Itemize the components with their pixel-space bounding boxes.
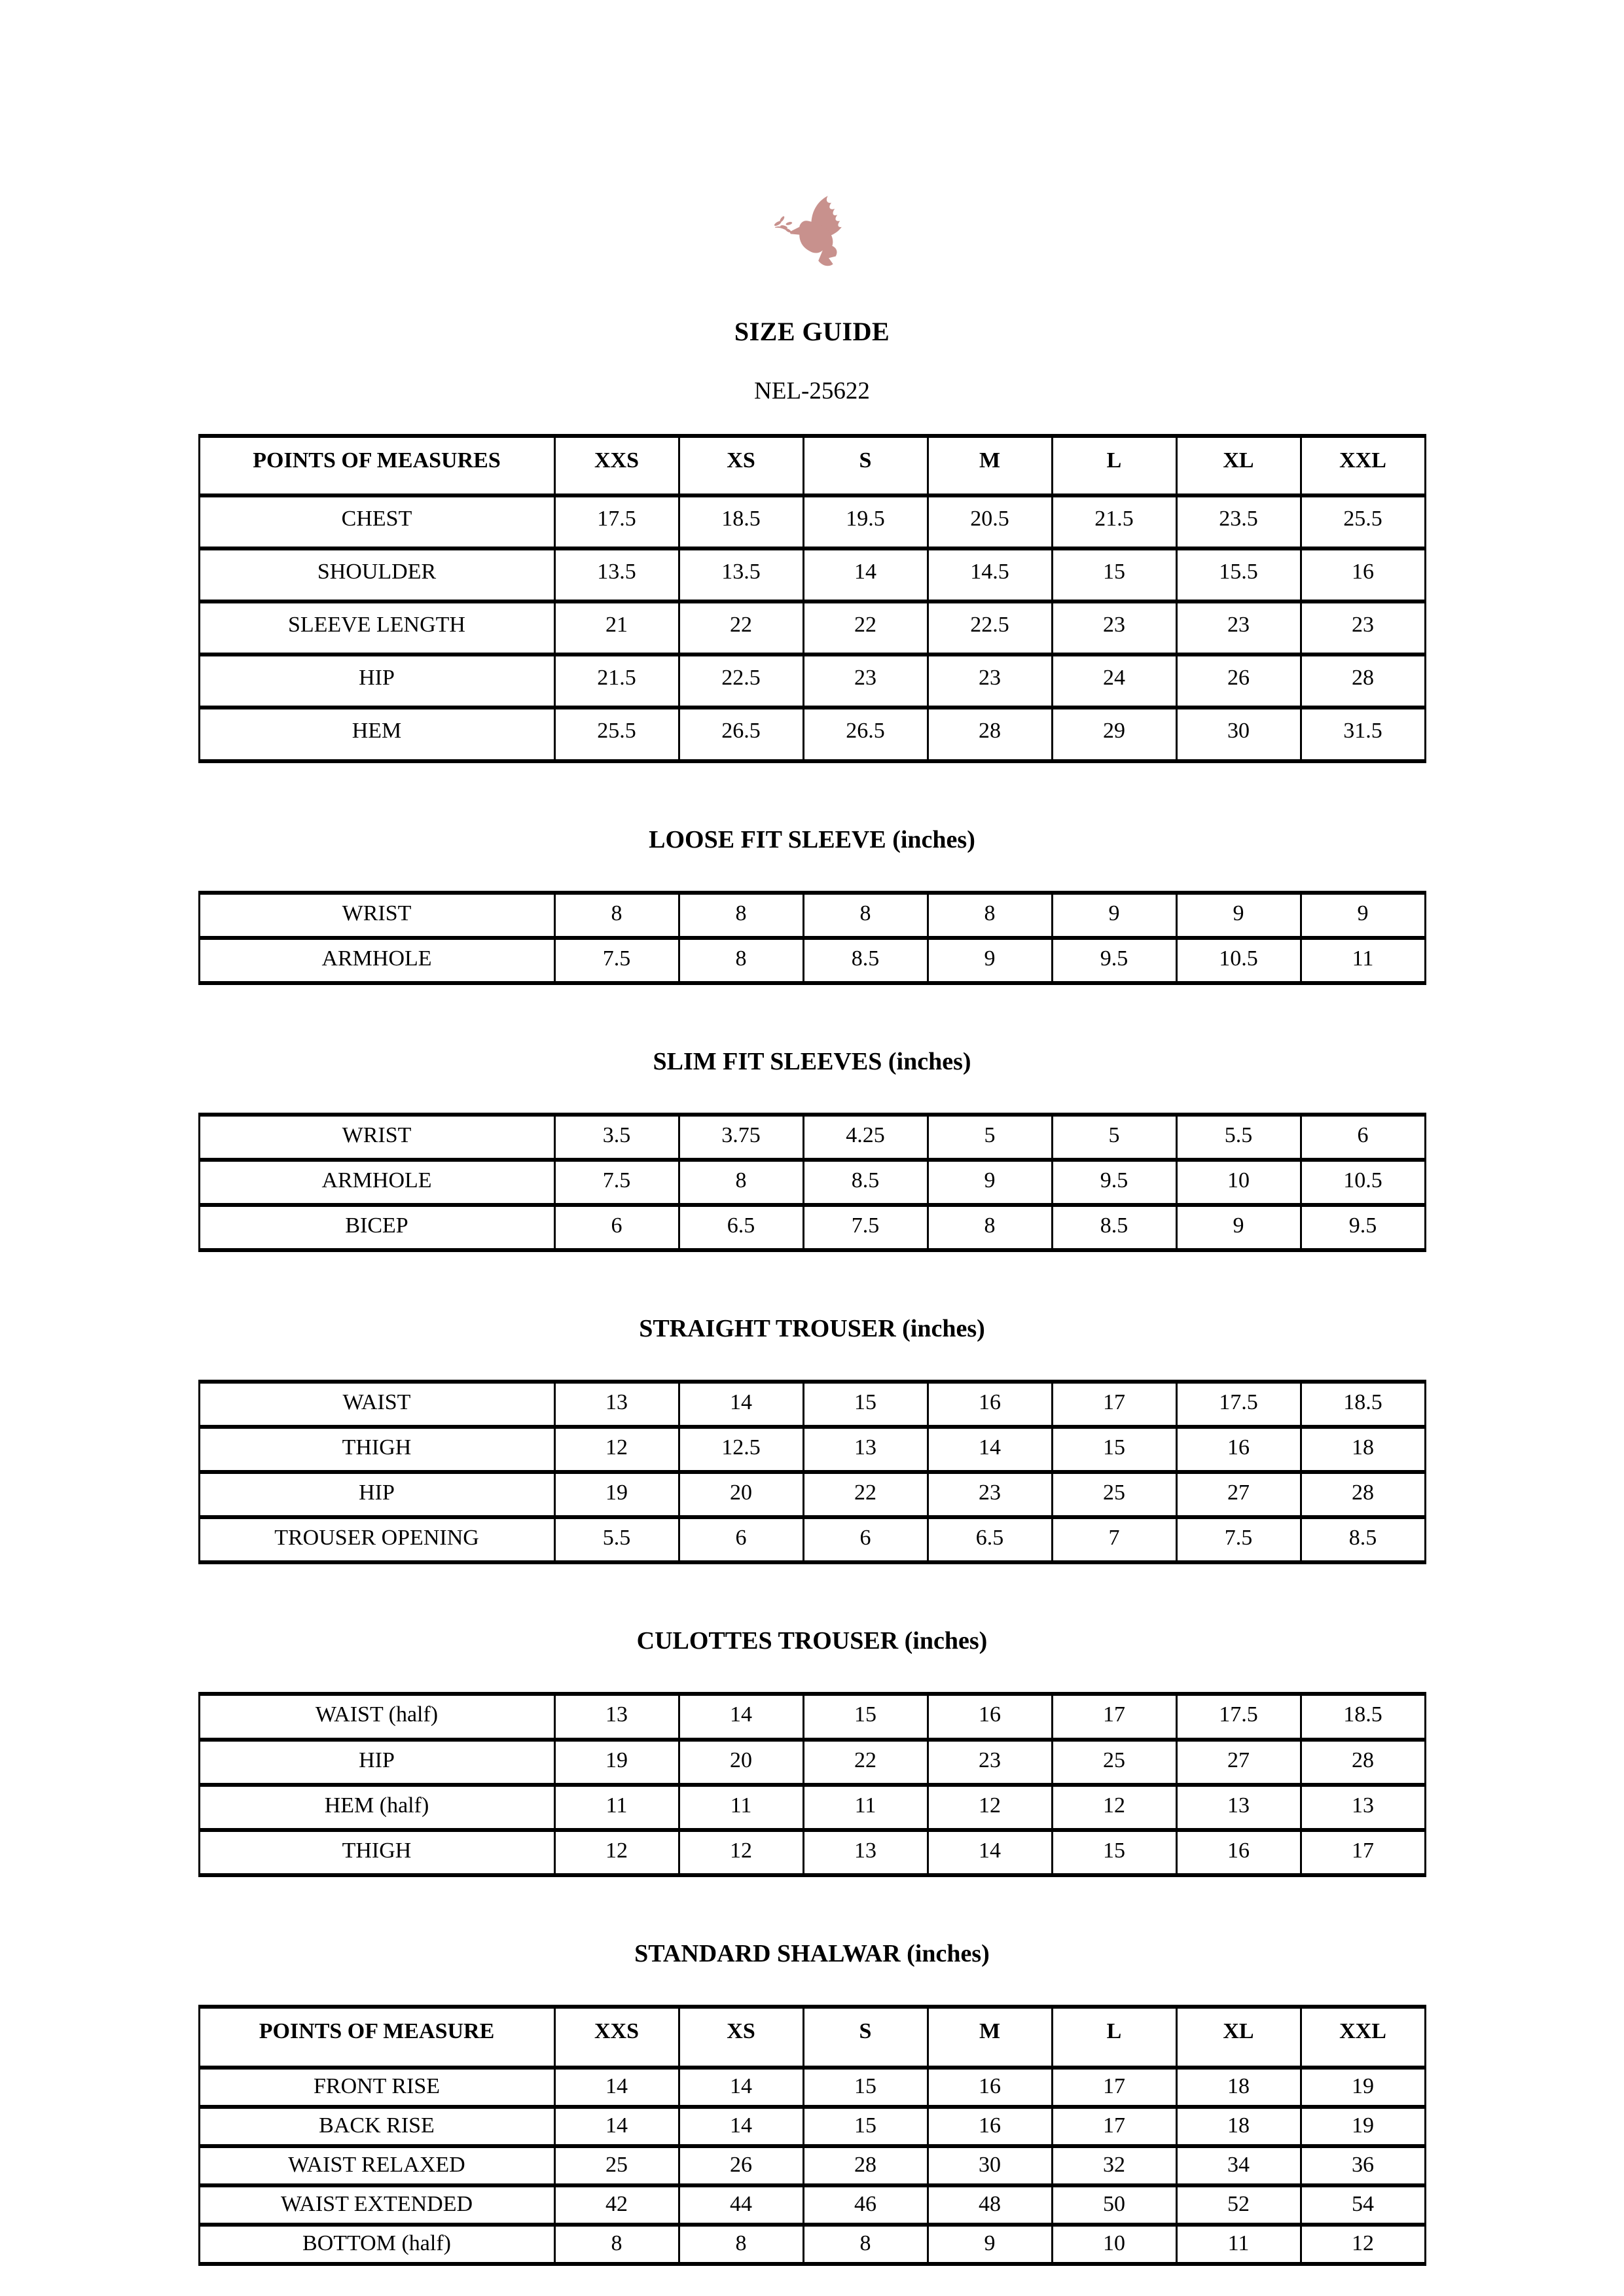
- measure-value: 18.5: [679, 495, 803, 548]
- straight-trouser-table: [198, 1380, 1426, 1564]
- table-row: [199, 601, 1425, 655]
- measure-value: 12: [679, 1830, 803, 1875]
- size-column-header-s: S: [803, 436, 928, 495]
- measure-value: 14: [679, 2107, 803, 2146]
- size-column-header-l: L: [1052, 436, 1176, 495]
- measure-value: 14: [803, 548, 928, 601]
- row-label: BICEP: [199, 1205, 554, 1250]
- measure-value: 16: [1176, 1427, 1301, 1472]
- measure-value: 19: [1301, 2107, 1425, 2146]
- measure-value: 6: [679, 1517, 803, 1562]
- measure-value: 14: [928, 1830, 1052, 1875]
- style-code: NEL-25622: [754, 378, 870, 404]
- measure-value: 28: [1301, 1740, 1425, 1785]
- measure-value: 36: [1301, 2146, 1425, 2185]
- row-label: WRIST: [199, 893, 554, 938]
- measure-value: 28: [928, 708, 1052, 761]
- points-of-measures-header-row: [199, 436, 1425, 495]
- measure-value: 5.5: [1176, 1115, 1301, 1160]
- row-label: THIGH: [199, 1830, 554, 1875]
- table-row: [199, 1115, 1425, 1160]
- measure-value: 13: [803, 1830, 928, 1875]
- measure-value: 17: [1301, 1830, 1425, 1875]
- measure-value: 3.5: [554, 1115, 679, 1160]
- measure-value: 8: [679, 1160, 803, 1205]
- measure-value: 29: [1052, 708, 1176, 761]
- measure-value: 44: [679, 2185, 803, 2225]
- measure-value: 25: [1052, 1740, 1176, 1785]
- measure-value: 9: [928, 2225, 1052, 2264]
- measure-value: 11: [803, 1785, 928, 1830]
- measure-value: 4.25: [803, 1115, 928, 1160]
- table-row: [199, 893, 1425, 938]
- measure-value: 8: [679, 938, 803, 983]
- measure-value: 17: [1052, 1382, 1176, 1427]
- measure-value: 15: [803, 2068, 928, 2107]
- measure-value: 25.5: [1301, 495, 1425, 548]
- measure-value: 18: [1176, 2068, 1301, 2107]
- measure-value: 7: [1052, 1517, 1176, 1562]
- table-row: [199, 1160, 1425, 1205]
- table-row: [199, 548, 1425, 601]
- section-title-standard-shalwar: STANDARD SHALWAR (inches): [634, 1939, 990, 1967]
- row-label: WAIST (half): [199, 1694, 554, 1739]
- size-column-header-m: M: [928, 2007, 1052, 2068]
- measure-value: 10.5: [1176, 938, 1301, 983]
- size-column-header-xs: XS: [679, 2007, 803, 2068]
- measure-value: 30: [928, 2146, 1052, 2185]
- size-column-header-xl: XL: [1176, 2007, 1301, 2068]
- measure-value: 9.5: [1301, 1205, 1425, 1250]
- measure-value: 11: [1301, 938, 1425, 983]
- page-title: SIZE GUIDE: [734, 317, 890, 346]
- measure-value: 23: [1301, 601, 1425, 655]
- size-column-header-s: S: [803, 2007, 928, 2068]
- measure-value: 9: [1052, 893, 1176, 938]
- measure-value: 13.5: [554, 548, 679, 601]
- measure-value: 52: [1176, 2185, 1301, 2225]
- row-label: WAIST RELAXED: [199, 2146, 554, 2185]
- measure-value: 20: [679, 1472, 803, 1517]
- measure-value: 8: [554, 893, 679, 938]
- measure-value: 15: [803, 2107, 928, 2146]
- row-label: WAIST EXTENDED: [199, 2185, 554, 2225]
- measure-value: 25: [1052, 1472, 1176, 1517]
- table-row: [199, 1694, 1425, 1739]
- measure-value: 32: [1052, 2146, 1176, 2185]
- table-row: [199, 2146, 1425, 2185]
- measure-value: 28: [1301, 1472, 1425, 1517]
- measure-value: 12: [928, 1785, 1052, 1830]
- measure-value: 22.5: [679, 655, 803, 708]
- table-row: [199, 655, 1425, 708]
- table-row: [199, 1382, 1425, 1427]
- table-row: [199, 1517, 1425, 1562]
- table-row: [199, 1785, 1425, 1830]
- measure-value: 13: [554, 1694, 679, 1739]
- row-label: HEM: [199, 708, 554, 761]
- measure-value: 15.5: [1176, 548, 1301, 601]
- measure-value: 15: [1052, 1830, 1176, 1875]
- row-label: HEM (half): [199, 1785, 554, 1830]
- measure-value: 17.5: [1176, 1694, 1301, 1739]
- size-column-header-xxs: XXS: [554, 2007, 679, 2068]
- measure-value: 12.5: [679, 1427, 803, 1472]
- measure-value: 28: [803, 2146, 928, 2185]
- measure-value: 5: [1052, 1115, 1176, 1160]
- table-row: [199, 2068, 1425, 2107]
- measure-value: 8: [928, 1205, 1052, 1250]
- measure-value: 8.5: [803, 938, 928, 983]
- measure-value: 7.5: [554, 1160, 679, 1205]
- measure-value: 10: [1052, 2225, 1176, 2264]
- measure-value: 16: [928, 1694, 1052, 1739]
- tables-container: [0, 434, 1624, 2266]
- measure-value: 3.75: [679, 1115, 803, 1160]
- row-label: BOTTOM (half): [199, 2225, 554, 2264]
- row-label: CHEST: [199, 495, 554, 548]
- measure-value: 27: [1176, 1472, 1301, 1517]
- measure-value: 25: [554, 2146, 679, 2185]
- measure-value: 22: [803, 1740, 928, 1785]
- row-label: SHOULDER: [199, 548, 554, 601]
- logo-container: [0, 0, 1624, 279]
- measure-value: 7.5: [554, 938, 679, 983]
- measure-value: 9: [1176, 1205, 1301, 1250]
- measure-value: 18: [1301, 1427, 1425, 1472]
- section-title-slim-fit-sleeves: SLIM FIT SLEEVES (inches): [653, 1047, 971, 1075]
- measure-value: 21.5: [1052, 495, 1176, 548]
- row-label: THIGH: [199, 1427, 554, 1472]
- measure-value: 12: [1052, 1785, 1176, 1830]
- measure-value: 14: [679, 1382, 803, 1427]
- measure-value: 18: [1176, 2107, 1301, 2146]
- loose-fit-sleeve-table: [198, 891, 1426, 985]
- row-label: BACK RISE: [199, 2107, 554, 2146]
- measure-value: 14: [928, 1427, 1052, 1472]
- table-row: [199, 1830, 1425, 1875]
- row-label: SLEEVE LENGTH: [199, 601, 554, 655]
- standard-shalwar-table: [198, 2005, 1426, 2267]
- measure-value: 16: [1176, 1830, 1301, 1875]
- measure-value: 10: [1176, 1160, 1301, 1205]
- dove-logo-icon: [769, 190, 856, 276]
- measure-value: 14: [679, 2068, 803, 2107]
- measure-value: 14.5: [928, 548, 1052, 601]
- slim-fit-sleeves-table: [198, 1113, 1426, 1252]
- measure-value: 9: [928, 1160, 1052, 1205]
- table-row: [199, 938, 1425, 983]
- measure-value: 25.5: [554, 708, 679, 761]
- size-column-header-xs: XS: [679, 436, 803, 495]
- measure-value: 23: [928, 1740, 1052, 1785]
- culottes-trouser-table: [198, 1692, 1426, 1876]
- row-label: HIP: [199, 1472, 554, 1517]
- measure-value: 26.5: [679, 708, 803, 761]
- measure-value: 23.5: [1176, 495, 1301, 548]
- table-row: [199, 1205, 1425, 1250]
- measure-value: 12: [554, 1830, 679, 1875]
- measure-value: 23: [1176, 601, 1301, 655]
- measure-value: 9: [1301, 893, 1425, 938]
- measure-value: 11: [1176, 2225, 1301, 2264]
- measure-value: 14: [679, 1694, 803, 1739]
- measure-value: 50: [1052, 2185, 1176, 2225]
- table-row: [199, 1740, 1425, 1785]
- measure-value: 5.5: [554, 1517, 679, 1562]
- points-of-measures-table: [198, 434, 1426, 763]
- measure-value: 18.5: [1301, 1382, 1425, 1427]
- measure-value: 17.5: [1176, 1382, 1301, 1427]
- row-label: WAIST: [199, 1382, 554, 1427]
- measure-value: 12: [554, 1427, 679, 1472]
- section-title-culottes-trouser: CULOTTES TROUSER (inches): [636, 1627, 988, 1655]
- measure-value: 22.5: [928, 601, 1052, 655]
- row-label: HIP: [199, 655, 554, 708]
- measure-value: 16: [1301, 548, 1425, 601]
- measure-value: 12: [1301, 2225, 1425, 2264]
- measure-value: 23: [928, 655, 1052, 708]
- measure-value: 19: [554, 1472, 679, 1517]
- measure-value: 16: [928, 2068, 1052, 2107]
- measure-value: 11: [554, 1785, 679, 1830]
- measure-value: 34: [1176, 2146, 1301, 2185]
- measure-value: 9: [1176, 893, 1301, 938]
- measure-value: 13: [803, 1427, 928, 1472]
- row-label: ARMHOLE: [199, 1160, 554, 1205]
- measure-value: 13.5: [679, 548, 803, 601]
- table-row: [199, 1427, 1425, 1472]
- measure-value: 19: [1301, 2068, 1425, 2107]
- measure-value: 16: [928, 1382, 1052, 1427]
- measure-value: 54: [1301, 2185, 1425, 2225]
- measure-value: 17: [1052, 2068, 1176, 2107]
- measure-value: 8: [679, 2225, 803, 2264]
- measure-value: 23: [928, 1472, 1052, 1517]
- standard-shalwar-header-row: [199, 2007, 1425, 2068]
- measure-value: 8: [928, 893, 1052, 938]
- row-label: HIP: [199, 1740, 554, 1785]
- row-label: TROUSER OPENING: [199, 1517, 554, 1562]
- measure-value: 8.5: [1301, 1517, 1425, 1562]
- measure-value: 17: [1052, 1694, 1176, 1739]
- standard-shalwar-header-label: POINTS OF MEASURE: [199, 2007, 554, 2068]
- measure-value: 13: [554, 1382, 679, 1427]
- measure-value: 15: [803, 1694, 928, 1739]
- measure-value: 17: [1052, 2107, 1176, 2146]
- table-row: [199, 2225, 1425, 2264]
- measure-value: 17.5: [554, 495, 679, 548]
- measure-value: 6.5: [928, 1517, 1052, 1562]
- measure-value: 19.5: [803, 495, 928, 548]
- table-row: [199, 2107, 1425, 2146]
- measure-value: 23: [803, 655, 928, 708]
- measure-value: 22: [803, 601, 928, 655]
- measure-value: 5: [928, 1115, 1052, 1160]
- measure-value: 6: [803, 1517, 928, 1562]
- measure-value: 24: [1052, 655, 1176, 708]
- measure-value: 26: [1176, 655, 1301, 708]
- size-column-header-xxl: XXL: [1301, 2007, 1425, 2068]
- measure-value: 22: [803, 1472, 928, 1517]
- size-column-header-xxs: XXS: [554, 436, 679, 495]
- measure-value: 6: [554, 1205, 679, 1250]
- measure-value: 26.5: [803, 708, 928, 761]
- measure-value: 8: [554, 2225, 679, 2264]
- measure-value: 22: [679, 601, 803, 655]
- measure-value: 8.5: [1052, 1205, 1176, 1250]
- measure-value: 20.5: [928, 495, 1052, 548]
- measure-value: 9.5: [1052, 938, 1176, 983]
- measure-value: 11: [679, 1785, 803, 1830]
- measure-value: 16: [928, 2107, 1052, 2146]
- points-of-measures-header-label: POINTS OF MEASURES: [199, 436, 554, 495]
- size-column-header-xxl: XXL: [1301, 436, 1425, 495]
- measure-value: 15: [803, 1382, 928, 1427]
- measure-value: 48: [928, 2185, 1052, 2225]
- size-column-header-xl: XL: [1176, 436, 1301, 495]
- measure-value: 6.5: [679, 1205, 803, 1250]
- measure-value: 18.5: [1301, 1694, 1425, 1739]
- measure-value: 9.5: [1052, 1160, 1176, 1205]
- measure-value: 8: [803, 893, 928, 938]
- row-label: WRIST: [199, 1115, 554, 1160]
- table-row: [199, 495, 1425, 548]
- measure-value: 20: [679, 1740, 803, 1785]
- measure-value: 9: [928, 938, 1052, 983]
- row-label: ARMHOLE: [199, 938, 554, 983]
- measure-value: 28: [1301, 655, 1425, 708]
- measure-value: 14: [554, 2068, 679, 2107]
- measure-value: 13: [1176, 1785, 1301, 1830]
- measure-value: 46: [803, 2185, 928, 2225]
- measure-value: 19: [554, 1740, 679, 1785]
- measure-value: 27: [1176, 1740, 1301, 1785]
- measure-value: 42: [554, 2185, 679, 2225]
- measure-value: 13: [1301, 1785, 1425, 1830]
- section-title-straight-trouser: STRAIGHT TROUSER (inches): [639, 1315, 985, 1343]
- section-title-loose-fit-sleeve: LOOSE FIT SLEEVE (inches): [649, 825, 975, 853]
- measure-value: 6: [1301, 1115, 1425, 1160]
- measure-value: 8.5: [803, 1160, 928, 1205]
- measure-value: 8: [679, 893, 803, 938]
- row-label: FRONT RISE: [199, 2068, 554, 2107]
- measure-value: 21: [554, 601, 679, 655]
- measure-value: 15: [1052, 548, 1176, 601]
- measure-value: 10.5: [1301, 1160, 1425, 1205]
- measure-value: 31.5: [1301, 708, 1425, 761]
- measure-value: 7.5: [803, 1205, 928, 1250]
- table-row: [199, 2185, 1425, 2225]
- measure-value: 21.5: [554, 655, 679, 708]
- measure-value: 30: [1176, 708, 1301, 761]
- table-row: [199, 708, 1425, 761]
- measure-value: 8: [803, 2225, 928, 2264]
- measure-value: 15: [1052, 1427, 1176, 1472]
- measure-value: 26: [679, 2146, 803, 2185]
- table-row: [199, 1472, 1425, 1517]
- size-column-header-m: M: [928, 436, 1052, 495]
- measure-value: 14: [554, 2107, 679, 2146]
- size-column-header-l: L: [1052, 2007, 1176, 2068]
- measure-value: 7.5: [1176, 1517, 1301, 1562]
- measure-value: 23: [1052, 601, 1176, 655]
